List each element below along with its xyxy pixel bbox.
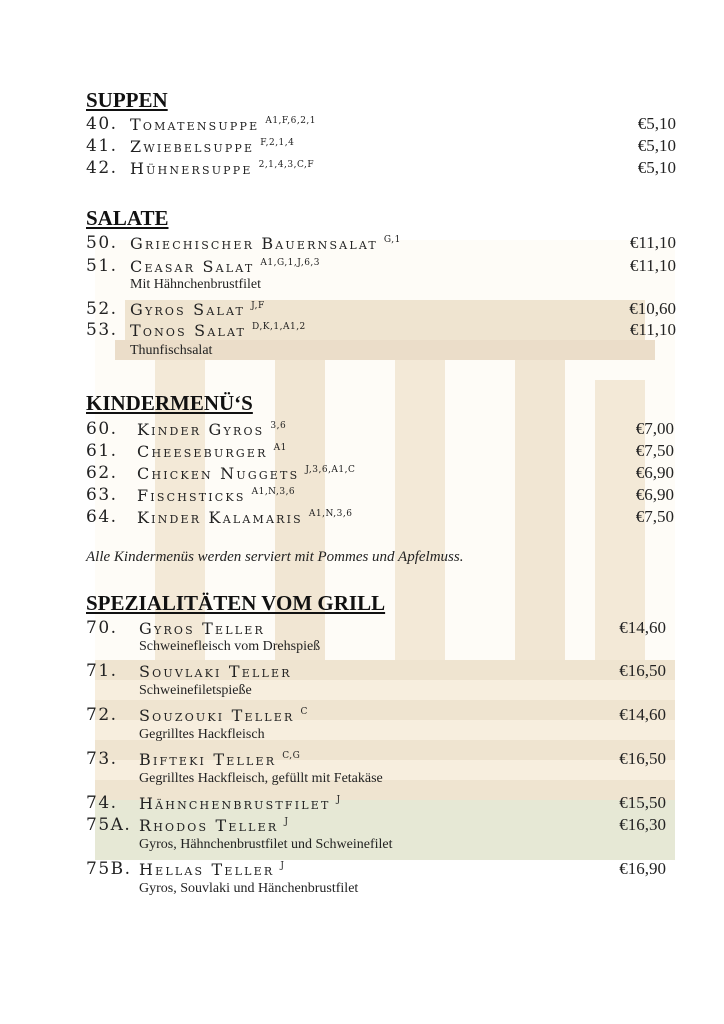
item-number: 75B. (86, 859, 132, 879)
item-number: 50. (86, 233, 118, 253)
item-price: €6,90 (635, 463, 674, 482)
item-number: 42. (86, 158, 118, 178)
item-name: Kinder Kalamaris $^{A1,N,3,6}$ (137, 508, 353, 527)
menu-item-41 (86, 136, 676, 158)
item-name: Gyros Teller (139, 619, 265, 638)
menu-item-72 (86, 705, 666, 727)
item-number: 61. (86, 441, 118, 461)
item-number: 51. (86, 256, 118, 276)
item-price: €14,60 (619, 705, 666, 724)
menu-item-40 (86, 114, 676, 136)
item-name: Hellas Teller $^J$ (139, 860, 285, 879)
item-name: Ceasar Salat $^{A1,G,1,J,6,3}$ (130, 257, 321, 276)
section-title-kindermenues: KINDERMENÜ‘S (86, 391, 253, 415)
allergens: J (280, 861, 285, 871)
menu-item-62 (86, 463, 674, 485)
item-price: €16,50 (619, 749, 666, 768)
item-name: Rhodos Teller $^J$ (139, 816, 289, 835)
item-name: Fischsticks $^{A1,N,3,6}$ (137, 486, 296, 505)
item-name: Tomatensuppe $^{A1,F,6,2,1}$ (130, 115, 317, 134)
item-price: €5,10 (637, 136, 676, 155)
item-number: 52. (86, 299, 118, 319)
allergens: A1,N,3,6 (251, 487, 296, 497)
item-name: Hühnersuppe $^{2,1,4,3,C,F}$ (130, 159, 315, 178)
section-title-grill: SPEZIALITÄTEN VOM GRILL (86, 591, 386, 615)
item-price: €16,50 (619, 661, 666, 680)
section-title-suppen: SUPPEN (86, 88, 168, 112)
menu-item-73 (86, 749, 666, 771)
item-price: €10,60 (629, 299, 676, 318)
item-price: €7,00 (635, 419, 674, 438)
allergens: D,K,1,A1,2 (252, 322, 306, 332)
item-name: Souzouki Teller $^C$ (139, 706, 308, 725)
item-price: €16,30 (619, 815, 666, 834)
menu-item-53 (86, 320, 676, 342)
item-name: Bifteki Teller $^{C,G}$ (139, 750, 301, 769)
item-price: €7,50 (635, 441, 674, 460)
item-number: 41. (86, 136, 118, 156)
item-name: Gyros Salat $^{J,F}$ (130, 300, 265, 319)
allergens: 2,1,4,3,C,F (258, 160, 315, 170)
menu-item-60 (86, 419, 674, 441)
item-description: Schweinefiletspieße (139, 683, 252, 698)
item-price: €5,10 (637, 158, 676, 177)
item-description: Thunfischsalat (130, 343, 213, 358)
item-name: Griechischer Bauernsalat $^{G,1}$ (130, 234, 401, 253)
menu-item-50 (86, 233, 676, 255)
allergens: C,G (282, 751, 301, 761)
item-price: €14,60 (619, 618, 666, 637)
menu-item-75b (86, 859, 666, 881)
item-description: Gyros, Hähnchenbrustfilet und Schweinefilet (139, 837, 393, 852)
item-price: €5,10 (637, 114, 676, 133)
item-name: Souvlaki Teller (139, 662, 292, 681)
item-price: €15,50 (619, 793, 666, 812)
menu-item-61 (86, 441, 674, 463)
item-description: Gyros, Souvlaki und Hänchenbrustfilet (139, 881, 359, 896)
allergens: C (300, 707, 308, 717)
allergens: F,2,1,4 (260, 138, 295, 148)
allergens: J (284, 817, 289, 827)
menu-item-51 (86, 256, 676, 278)
menu-item-71 (86, 661, 666, 683)
item-price: €7,50 (635, 507, 674, 526)
item-number: 73. (86, 749, 118, 769)
allergens: J,3,6,A1,C (305, 465, 356, 475)
menu-item-52 (86, 299, 676, 321)
item-price: €6,90 (635, 485, 674, 504)
item-number: 40. (86, 114, 118, 134)
item-name: Hähnchenbrustfilet $^J$ (139, 794, 341, 813)
item-number: 62. (86, 463, 118, 483)
item-price: €11,10 (629, 320, 676, 339)
item-price: €11,10 (629, 233, 676, 252)
allergens: J (336, 795, 341, 805)
item-name: Kinder Gyros $^{3,6}$ (137, 420, 287, 439)
allergens: G,1 (383, 235, 401, 245)
allergens: A1,F,6,2,1 (265, 116, 317, 126)
allergens: 3,6 (270, 421, 287, 431)
kindermenu-note: Alle Kindermenüs werden serviert mit Pommes und Apfelmuss. (86, 549, 464, 565)
menu-item-74 (86, 793, 666, 815)
item-number: 64. (86, 507, 118, 527)
item-number: 74. (86, 793, 118, 813)
item-number: 60. (86, 419, 118, 439)
item-price: €16,90 (619, 859, 666, 878)
menu-item-42 (86, 158, 676, 180)
item-name: Cheeseburger $^{A1}$ (137, 442, 287, 461)
allergens: A1,N,3,6 (308, 509, 353, 519)
item-number: 72. (86, 705, 118, 725)
allergens: A1,G,1,J,6,3 (260, 258, 321, 268)
allergens: A1 (273, 443, 287, 453)
item-number: 71. (86, 661, 118, 681)
item-name: Zwiebelsuppe $^{F,2,1,4}$ (130, 137, 295, 156)
item-name: Chicken Nuggets $^{J,3,6,A1,C}$ (137, 464, 356, 483)
menu-item-75a (86, 815, 666, 837)
menu-item-70 (86, 618, 666, 640)
section-title-salate: SALATE (86, 206, 169, 230)
item-number: 70. (86, 618, 118, 638)
item-number: 53. (86, 320, 118, 340)
item-description: Gegrilltes Hackfleisch (139, 727, 265, 742)
item-name: Tonos Salat $^{D,K,1,A1,2}$ (130, 321, 306, 340)
item-number: 63. (86, 485, 118, 505)
item-description: Schweinefleisch vom Drehspieß (139, 639, 321, 654)
menu-item-64 (86, 507, 674, 529)
allergens: J,F (251, 301, 265, 311)
menu-item-63 (86, 485, 674, 507)
item-description: Gegrilltes Hackfleisch, gefüllt mit Fetakäse (139, 771, 383, 786)
item-price: €11,10 (629, 256, 676, 275)
item-number: 75A. (86, 815, 132, 835)
item-description: Mit Hähnchenbrustfilet (130, 277, 262, 292)
